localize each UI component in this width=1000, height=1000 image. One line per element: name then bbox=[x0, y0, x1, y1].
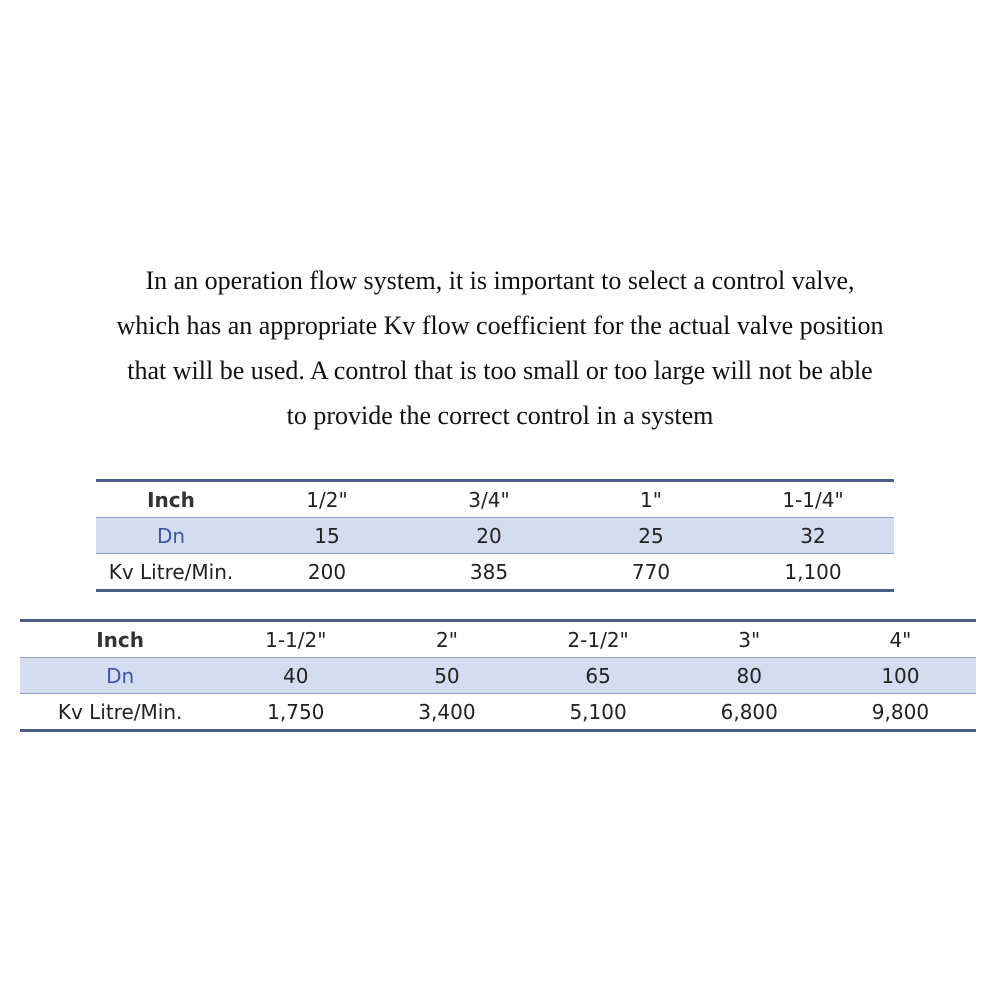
row-label-kv: Kv Litre/Min. bbox=[96, 554, 246, 591]
table-cell: 3" bbox=[674, 621, 825, 658]
inch-row bbox=[20, 621, 976, 658]
intro-line: In an operation flow system, it is important to select a control valve, bbox=[145, 266, 855, 295]
table-cell: 2-1/2" bbox=[523, 621, 674, 658]
table-cell: 15 bbox=[246, 518, 408, 554]
table-cell: 25 bbox=[570, 518, 732, 554]
intro-line: which has an appropriate Kv flow coefficient for the actual valve position bbox=[116, 311, 884, 340]
table-cell: 1/2" bbox=[246, 481, 408, 518]
table-cell: 1,100 bbox=[732, 554, 894, 591]
table-cell: 32 bbox=[732, 518, 894, 554]
kv-table-large-sizes bbox=[20, 619, 976, 732]
intro-paragraph bbox=[40, 258, 960, 438]
table-cell: 1" bbox=[570, 481, 732, 518]
table-cell: 4" bbox=[825, 621, 976, 658]
intro-line: that will be used. A control that is too small or too large will not be able bbox=[127, 356, 873, 385]
table-cell: 1-1/2" bbox=[220, 621, 371, 658]
table-cell: 2" bbox=[371, 621, 522, 658]
row-label-inch: Inch bbox=[20, 621, 220, 658]
table-cell: 100 bbox=[825, 658, 976, 694]
table-cell: 65 bbox=[523, 658, 674, 694]
row-label-dn: Dn bbox=[96, 518, 246, 554]
table-cell: 3,400 bbox=[371, 694, 522, 731]
table-cell: 40 bbox=[220, 658, 371, 694]
kv-row bbox=[20, 694, 976, 731]
inch-row bbox=[96, 481, 894, 518]
table-cell: 80 bbox=[674, 658, 825, 694]
table-cell: 200 bbox=[246, 554, 408, 591]
table-cell: 5,100 bbox=[523, 694, 674, 731]
dn-row bbox=[20, 658, 976, 694]
table-cell: 1-1/4" bbox=[732, 481, 894, 518]
row-label-inch: Inch bbox=[96, 481, 246, 518]
kv-row bbox=[96, 554, 894, 591]
table-cell: 770 bbox=[570, 554, 732, 591]
table-cell: 20 bbox=[408, 518, 570, 554]
row-label-dn: Dn bbox=[20, 658, 220, 694]
table-cell: 385 bbox=[408, 554, 570, 591]
table-cell: 9,800 bbox=[825, 694, 976, 731]
dn-row bbox=[96, 518, 894, 554]
table-cell: 6,800 bbox=[674, 694, 825, 731]
table-cell: 1,750 bbox=[220, 694, 371, 731]
intro-line: to provide the correct control in a system bbox=[286, 401, 714, 430]
table-cell: 3/4" bbox=[408, 481, 570, 518]
row-label-kv: Kv Litre/Min. bbox=[20, 694, 220, 731]
kv-table-small-sizes bbox=[96, 479, 894, 592]
table-cell: 50 bbox=[371, 658, 522, 694]
